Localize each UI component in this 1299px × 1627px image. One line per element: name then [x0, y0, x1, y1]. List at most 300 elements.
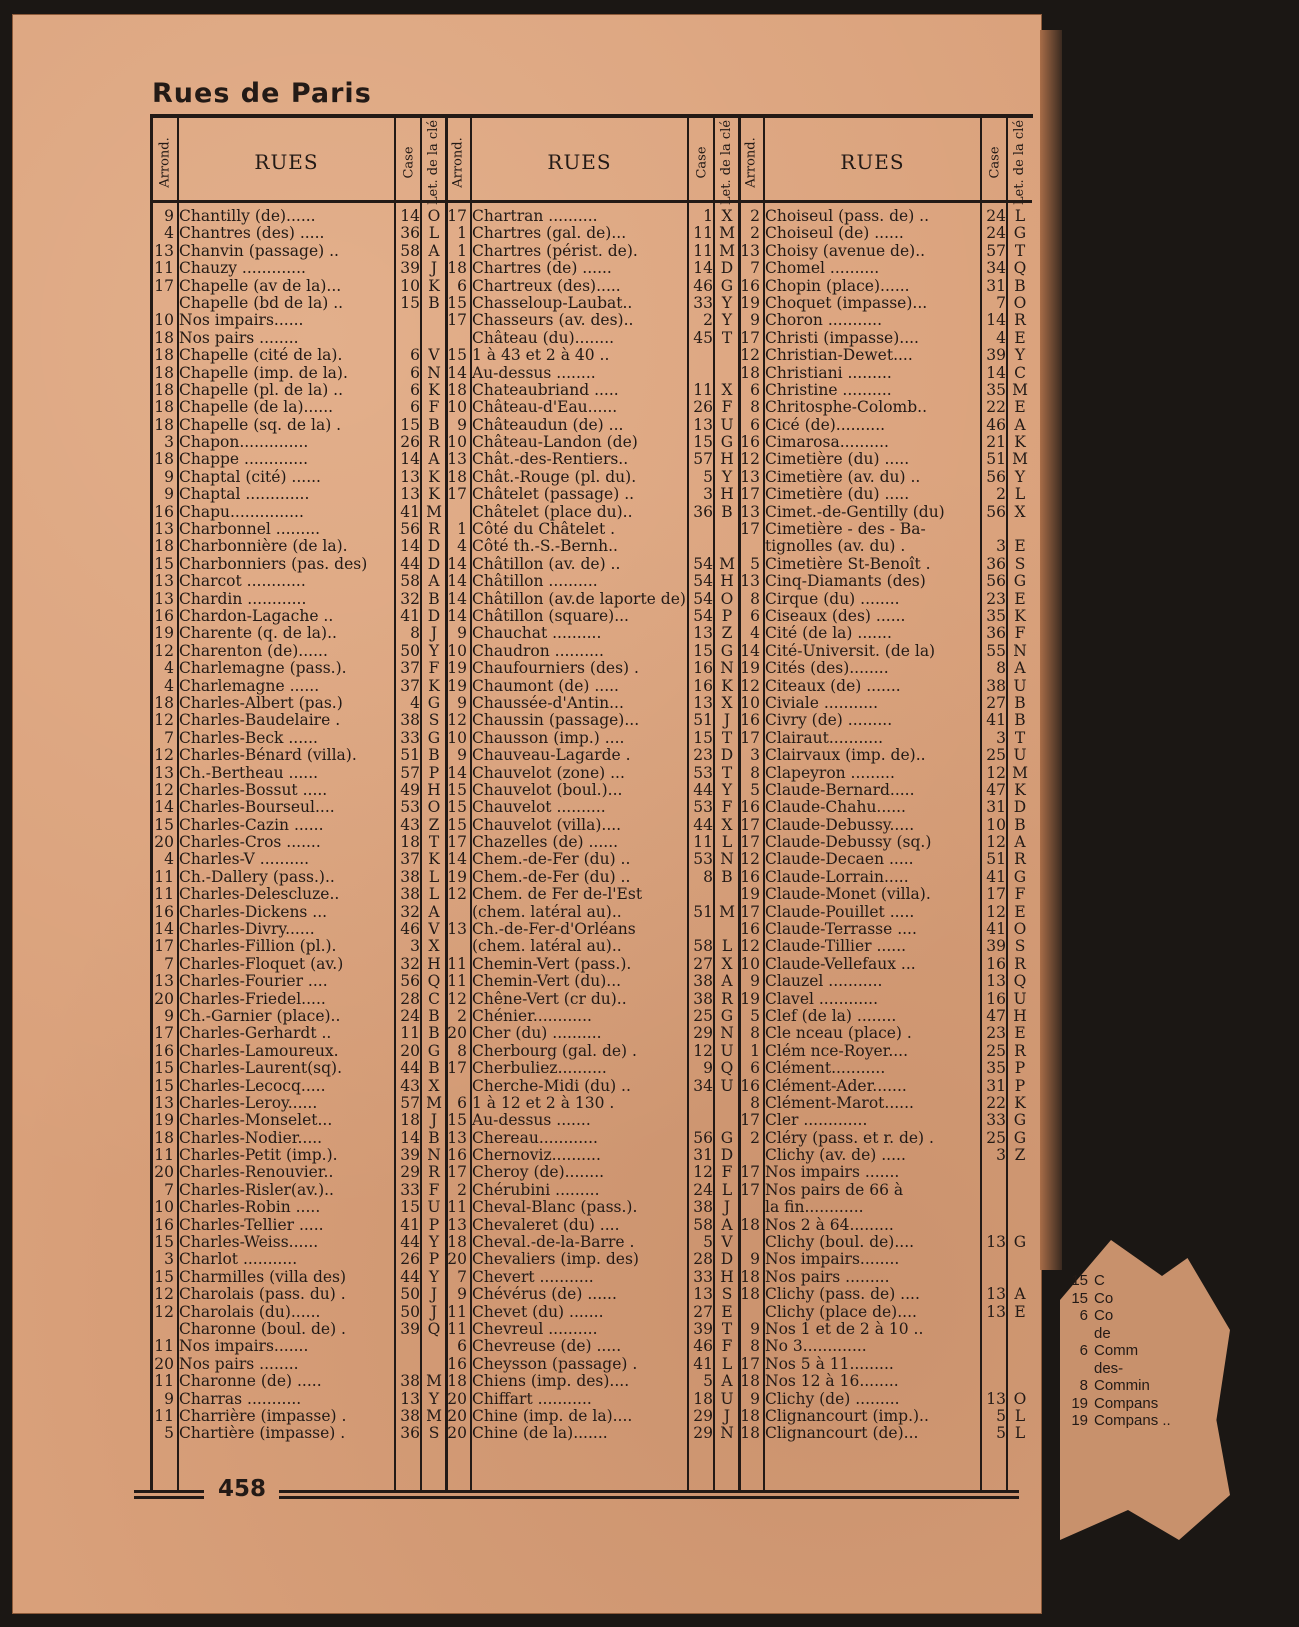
- arrondissement: 12: [447, 711, 467, 730]
- case-number: 51: [400, 746, 420, 765]
- street-name: Ciseaux (des) ......: [765, 607, 906, 625]
- key-letter: K: [428, 276, 440, 295]
- street-row: [739, 678, 1032, 695]
- key-letter: A: [1014, 1285, 1026, 1304]
- torn-row: [1068, 1395, 1198, 1413]
- street-name: Chemin-Vert (pass.).: [472, 955, 632, 973]
- header-case-label: Case: [987, 145, 1003, 179]
- street-name: Chapelle (imp. de la).: [179, 364, 348, 382]
- key-letter: [422, 330, 446, 347]
- street-name: Chine (imp. de la)....: [472, 1407, 633, 1425]
- arrondissement: 10: [447, 641, 467, 660]
- street-name: Charcot ............: [179, 573, 306, 591]
- street-row: [153, 278, 446, 295]
- header-rues: [472, 128, 687, 196]
- street-row: [153, 469, 446, 486]
- street-name: Cher (du) ..........: [472, 1025, 602, 1043]
- street-name: Nos 2 à 64.........: [765, 1216, 894, 1234]
- street-row: [739, 938, 1032, 955]
- street-row: [739, 782, 1032, 799]
- arrondissement: 7: [457, 1267, 467, 1286]
- header-rues: [765, 128, 980, 196]
- street-name: Claude-Bernard.....: [765, 781, 915, 799]
- key-letter: N: [720, 850, 734, 869]
- case-number: 31: [986, 798, 1006, 817]
- header-lettre: [422, 119, 446, 205]
- street-name: Chauvelot (boul.)...: [472, 781, 623, 799]
- arrondissement: 19: [1071, 1412, 1088, 1429]
- key-letter: V: [428, 346, 440, 365]
- case-number: [689, 365, 715, 382]
- street-name: Cimetière (av. du) ..: [765, 468, 921, 486]
- arrondissement: 19: [154, 1111, 174, 1130]
- street-row: [446, 956, 739, 973]
- case-number: 56: [400, 520, 420, 539]
- key-letter: F: [721, 1337, 733, 1356]
- case-number: [689, 521, 715, 538]
- street-name: Nos impairs.......: [179, 1338, 309, 1356]
- key-letter: K: [721, 676, 733, 695]
- street-name: Chevaliers (imp. des): [472, 1251, 639, 1269]
- street-row: [739, 1321, 1032, 1338]
- arrondissement: 17: [447, 485, 467, 504]
- case-number: 43: [400, 1076, 420, 1095]
- street-row: [446, 730, 739, 747]
- street-row: [446, 330, 739, 347]
- key-letter: E: [1014, 589, 1026, 608]
- column-1: [153, 118, 446, 1492]
- street-row: [446, 991, 739, 1008]
- street-name: Chapon..............: [179, 434, 309, 452]
- key-letter: B: [721, 502, 733, 521]
- key-letter: R: [721, 989, 733, 1008]
- street-row: [153, 208, 446, 225]
- key-letter: R: [428, 1163, 440, 1182]
- street-name: Chapelle (de la)......: [179, 399, 334, 417]
- arrondissement: 6: [750, 415, 760, 434]
- street-row: [446, 625, 739, 642]
- case-number: 15: [693, 433, 713, 452]
- street-name: Chaptal (cité) ......: [179, 468, 321, 486]
- street-name: Charolais (pass. du) .: [179, 1286, 346, 1304]
- case-number: 33: [400, 728, 420, 747]
- street-row: [153, 886, 446, 903]
- key-letter: H: [720, 485, 734, 504]
- key-letter: V: [428, 920, 440, 939]
- key-letter: G: [1013, 867, 1027, 886]
- street-name: Charles-Beck ......: [179, 729, 318, 747]
- arrondissement: 15: [1071, 1272, 1088, 1289]
- street-row: [446, 243, 739, 260]
- case-number: [396, 1356, 422, 1373]
- arrondissement: 15: [447, 798, 467, 817]
- key-letter: F: [428, 659, 440, 678]
- key-letter: G: [1013, 572, 1027, 591]
- case-number: 39: [693, 1320, 713, 1338]
- street-row: [446, 1338, 739, 1355]
- arrondissement: 10: [154, 1198, 174, 1217]
- street-row: [739, 1234, 1032, 1251]
- street-name: Charonne (de) .....: [179, 1373, 322, 1391]
- arrondissement: 20: [154, 989, 174, 1008]
- street-row: [153, 347, 446, 364]
- case-number: 58: [400, 572, 420, 591]
- case-number: 29: [400, 1163, 420, 1182]
- case-number: 36: [400, 1424, 420, 1443]
- street-name: C: [1094, 1272, 1105, 1289]
- street-name: Charles-Leroy......: [179, 1094, 318, 1112]
- key-letter: Y: [1014, 467, 1026, 486]
- case-number: 29: [693, 1424, 713, 1443]
- key-letter: E: [1014, 902, 1026, 921]
- key-letter: [715, 1095, 739, 1112]
- case-number: 47: [986, 1006, 1006, 1025]
- street-row: [739, 1304, 1032, 1321]
- street-row: [739, 504, 1032, 521]
- street-name: Clichy (av. de) .....: [765, 1147, 906, 1165]
- arrondissement: 16: [154, 1215, 174, 1234]
- street-name: Charles-Friedel.....: [179, 990, 326, 1008]
- case-number: 6: [410, 398, 420, 417]
- case-number: 31: [986, 276, 1006, 295]
- case-number: 53: [693, 763, 713, 782]
- key-letter: H: [720, 572, 734, 591]
- key-letter: Y: [428, 1267, 440, 1286]
- street-name: Côté du Châtelet .: [472, 521, 616, 539]
- key-letter: J: [430, 1285, 438, 1304]
- arrondissement: [446, 1078, 470, 1095]
- key-letter: N: [720, 659, 734, 678]
- arrondissement: 12: [154, 780, 174, 799]
- street-name: Citeaux (de) .......: [765, 677, 901, 695]
- case-number: 27: [693, 1302, 713, 1321]
- street-row: [446, 1304, 739, 1321]
- street-name: Chritosphe-Colomb..: [765, 399, 927, 417]
- street-row: [446, 1095, 739, 1112]
- arrondissement: 17: [740, 815, 760, 834]
- street-row: [739, 625, 1032, 642]
- key-letter: Y: [721, 293, 733, 312]
- key-letter: D: [720, 746, 734, 765]
- arrondissement: 4: [457, 537, 467, 556]
- case-number: 41: [986, 711, 1006, 730]
- street-row: [446, 382, 739, 399]
- street-name: Chem.-de-Fer (du) ..: [472, 868, 631, 886]
- street-name: Cle nceau (place) .: [765, 1025, 912, 1043]
- key-letter: G: [1013, 1128, 1027, 1147]
- key-letter: M: [719, 241, 735, 260]
- street-row: [153, 747, 446, 764]
- case-number: 36: [986, 554, 1006, 573]
- case-number: 31: [693, 1146, 713, 1165]
- case-number: 14: [400, 450, 420, 469]
- key-letter: F: [428, 1180, 440, 1199]
- key-letter: K: [428, 485, 440, 504]
- arrondissement: 20: [447, 1424, 467, 1443]
- street-name: Charbonnière (de la).: [179, 538, 348, 556]
- street-row: [446, 938, 739, 955]
- case-number: 51: [986, 450, 1006, 469]
- arrondissement: 17: [740, 728, 760, 747]
- case-number: 5: [703, 1372, 713, 1391]
- street-name: Chapu...............: [179, 503, 304, 521]
- street-name: Chopin (place)......: [765, 277, 910, 295]
- key-letter: X: [721, 954, 733, 973]
- case-number: 56: [986, 467, 1006, 486]
- case-number: [982, 1217, 1008, 1234]
- key-letter: Y: [721, 467, 733, 486]
- arrondissement: 7: [750, 259, 760, 278]
- street-name: Chêne-Vert (cr du)..: [472, 990, 627, 1008]
- key-letter: U: [720, 415, 734, 434]
- street-row: [739, 1199, 1032, 1216]
- street-row: [739, 347, 1032, 364]
- arrondissement: 15: [447, 293, 467, 312]
- key-letter: [715, 921, 739, 938]
- street-name: Charbonniers (pas. des): [179, 555, 368, 573]
- key-letter: X: [428, 937, 440, 956]
- arrondissement: 17: [447, 1163, 467, 1182]
- case-number: 32: [400, 589, 420, 608]
- case-number: 41: [400, 502, 420, 521]
- case-number: 25: [986, 1041, 1006, 1060]
- street-row: [739, 521, 1032, 538]
- arrondissement: 15: [447, 1111, 467, 1130]
- case-number: 26: [400, 1250, 420, 1269]
- street-name: Chartière (impasse) .: [179, 1425, 346, 1443]
- arrondissement: 12: [740, 450, 760, 469]
- street-row: [739, 608, 1032, 625]
- case-number: 15: [400, 415, 420, 434]
- key-letter: A: [1014, 415, 1026, 434]
- street-row: [153, 834, 446, 851]
- arrondissement: 15: [447, 780, 467, 799]
- header-arrond: [739, 128, 763, 196]
- street-row: [153, 608, 446, 625]
- key-letter: F: [721, 798, 733, 817]
- street-name: Château (du)........: [472, 329, 615, 347]
- street-name: Clément-Ader.......: [765, 1077, 907, 1095]
- arrondissement: 8: [750, 398, 760, 417]
- street-name: Chartran ..........: [472, 208, 598, 225]
- street-row: [739, 243, 1032, 260]
- key-letter: Q: [720, 1059, 734, 1078]
- street-name: Clém nce-Royer....: [765, 1042, 909, 1060]
- street-row: [153, 1304, 446, 1321]
- street-row: [739, 973, 1032, 990]
- street-row: [446, 1112, 739, 1129]
- street-row: [153, 486, 446, 503]
- arrondissement: [446, 330, 470, 347]
- street-row: [446, 365, 739, 382]
- case-number: 38: [986, 676, 1006, 695]
- arrondissement: 18: [740, 1372, 760, 1391]
- arrondissement: 2: [750, 1128, 760, 1147]
- arrondissement: 17: [740, 833, 760, 852]
- street-row: [739, 660, 1032, 677]
- arrondissement: 6: [457, 1337, 467, 1356]
- arrondissement: 11: [154, 1372, 174, 1391]
- key-letter: Y: [428, 1233, 440, 1252]
- street-row: [153, 660, 446, 677]
- arrondissement: 8: [1079, 1377, 1088, 1394]
- key-letter: [1008, 1217, 1032, 1234]
- arrondissement: 14: [447, 363, 467, 382]
- arrondissement: 19: [740, 659, 760, 678]
- street-row: [153, 1060, 446, 1077]
- street-name: Claude-Monet (villa).: [765, 886, 931, 904]
- street-name: Clichy (place de)....: [765, 1303, 917, 1321]
- street-name: Charles-Fillion (pl.).: [179, 938, 337, 956]
- street-name: Chapelle (cité de la).: [179, 347, 343, 365]
- street-row: [739, 1217, 1032, 1234]
- street-name: Clairvaux (imp. de)..: [765, 747, 926, 765]
- arrondissement: 18: [154, 380, 174, 399]
- key-letter: [1008, 1182, 1032, 1199]
- key-letter: D: [427, 537, 441, 556]
- street-name: Chaussin (passage)...: [472, 712, 640, 730]
- arrondissement: 4: [164, 850, 174, 869]
- case-number: 33: [693, 293, 713, 312]
- key-letter: [1008, 1338, 1032, 1355]
- key-letter: S: [1014, 937, 1026, 956]
- arrondissement: 11: [154, 867, 174, 886]
- arrondissement: [1068, 1325, 1088, 1343]
- street-row: [739, 556, 1032, 573]
- street-row: [739, 834, 1032, 851]
- arrondissement: 8: [750, 1024, 760, 1043]
- street-row: [153, 1025, 446, 1042]
- key-letter: D: [427, 554, 441, 573]
- key-letter: X: [1014, 502, 1026, 521]
- arrondissement: 11: [447, 1320, 467, 1338]
- arrondissement: 4: [164, 676, 174, 695]
- arrondissement: 20: [447, 1406, 467, 1425]
- column-header: [446, 118, 739, 203]
- street-name: Chévérus (de) ......: [472, 1286, 617, 1304]
- street-row: [739, 1338, 1032, 1355]
- key-letter: X: [721, 207, 733, 225]
- key-letter: B: [428, 1006, 440, 1025]
- arrondissement: 15: [447, 815, 467, 834]
- arrondissement: 12: [154, 711, 174, 730]
- street-row: [446, 312, 739, 329]
- key-letter: U: [427, 1198, 441, 1217]
- case-number: 44: [400, 1233, 420, 1252]
- key-letter: T: [721, 763, 733, 782]
- key-letter: S: [721, 1285, 733, 1304]
- street-name: Claude-Decaen .....: [765, 851, 914, 869]
- case-number: 38: [400, 711, 420, 730]
- street-row: [739, 312, 1032, 329]
- street-name: Clairaut...........: [765, 729, 884, 747]
- street-name: Cimetière - des - Ba-: [765, 521, 926, 539]
- arrondissement: 18: [740, 1267, 760, 1286]
- case-number: [396, 312, 422, 329]
- arrondissement: 18: [154, 363, 174, 382]
- case-number: 17: [986, 885, 1006, 904]
- street-row: [446, 643, 739, 660]
- key-letter: A: [428, 572, 440, 591]
- case-number: 13: [986, 1389, 1006, 1408]
- arrondissement: [1068, 1360, 1088, 1378]
- street-name: Cimet.-de-Gentilly (du): [765, 503, 945, 521]
- street-name: Charlot ...........: [179, 1251, 298, 1269]
- arrondissement: 17: [447, 1059, 467, 1078]
- case-number: 54: [693, 572, 713, 591]
- street-name: de: [1094, 1324, 1111, 1342]
- case-number: 27: [986, 693, 1006, 712]
- case-number: 4: [996, 328, 1006, 347]
- key-letter: Z: [1014, 1146, 1026, 1165]
- street-name: Clapeyron .........: [765, 764, 895, 782]
- key-letter: N: [427, 1146, 441, 1165]
- case-number: 37: [400, 850, 420, 869]
- key-letter: K: [428, 380, 440, 399]
- case-number: 35: [986, 380, 1006, 399]
- street-name: Châtillon (av. de) ..: [472, 555, 621, 573]
- arrondissement: 6: [750, 606, 760, 625]
- street-name: Cheysson (passage) .: [472, 1355, 638, 1373]
- case-number: 14: [400, 1128, 420, 1147]
- street-row: [153, 799, 446, 816]
- street-name: Ch.-Dallery (pass.)..: [179, 868, 335, 886]
- street-row: [739, 730, 1032, 747]
- case-number: 3: [996, 537, 1006, 556]
- arrondissement: 1: [457, 224, 467, 243]
- arrondissement: 8: [750, 589, 760, 608]
- arrondissement: 10: [154, 311, 174, 330]
- arrondissement: 19: [740, 293, 760, 312]
- key-letter: Z: [428, 815, 440, 834]
- case-number: [982, 1199, 1008, 1216]
- footer-rule-right: [279, 1490, 1019, 1493]
- street-name: Chaussée-d'Antin...: [472, 694, 624, 712]
- header-rues: [179, 128, 394, 196]
- street-name: Chateaubriand .....: [472, 381, 619, 399]
- street-row: [446, 1321, 739, 1338]
- arrondissement: 13: [740, 572, 760, 591]
- street-name: Cheroy (de)........: [472, 1164, 605, 1182]
- key-letter: U: [720, 1076, 734, 1095]
- street-name: Comm: [1094, 1342, 1139, 1359]
- street-list: [446, 208, 739, 1443]
- street-row: [739, 260, 1032, 277]
- arrondissement: 3: [750, 746, 760, 765]
- arrondissement: 18: [447, 380, 467, 399]
- case-number: 18: [400, 833, 420, 852]
- street-name: Cités (des)........: [765, 660, 889, 678]
- case-number: 6: [410, 346, 420, 365]
- street-row: [446, 904, 739, 921]
- case-number: 22: [986, 398, 1006, 417]
- arrondissement: [739, 538, 763, 555]
- street-row: [739, 451, 1032, 468]
- key-letter: M: [1012, 450, 1028, 469]
- case-number: 53: [693, 850, 713, 869]
- case-number: 39: [986, 346, 1006, 365]
- header-case: [982, 128, 1008, 196]
- street-row: [153, 1043, 446, 1060]
- street-name: 1 à 12 et 2 à 130 .: [472, 1094, 615, 1112]
- case-number: 28: [693, 1250, 713, 1269]
- street-row: [446, 1008, 739, 1025]
- case-number: [689, 1112, 715, 1129]
- street-row: [446, 1391, 739, 1408]
- case-number: 34: [986, 259, 1006, 278]
- case-number: [982, 1356, 1008, 1373]
- header-arrond-label: Arrond.: [743, 136, 759, 188]
